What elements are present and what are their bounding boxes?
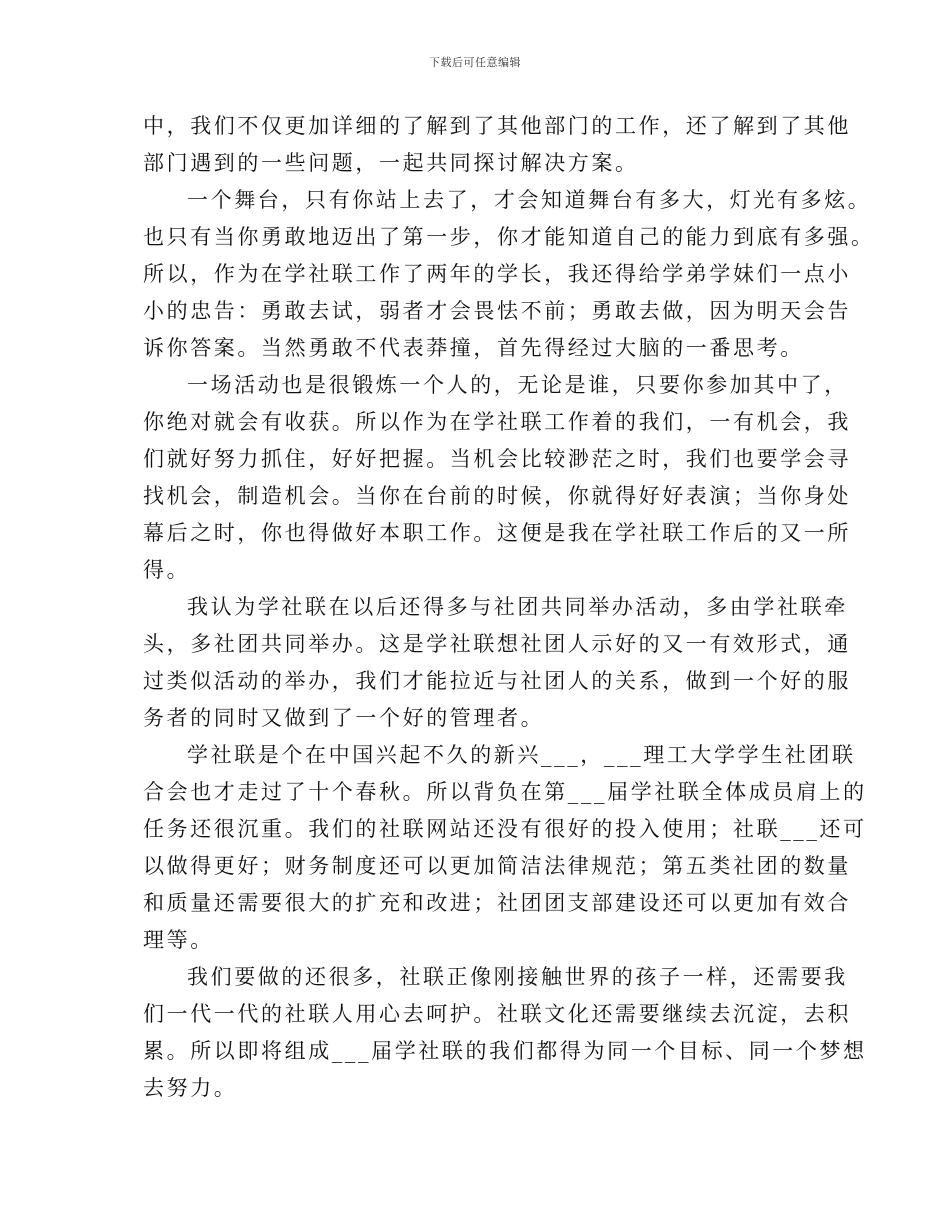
- document-body: [143, 108, 875, 1107]
- text-line: 得。: [143, 558, 191, 582]
- text-line: 中，我们不仅更加详细的了解到了其他部门的工作，还了解到了其他: [143, 114, 851, 138]
- text-line: 累。所以即将组成___届学社联的我们都得为同一个目标、同一个梦想: [143, 1039, 867, 1063]
- text-line: 和质量还需要很大的扩充和改进；社团团支部建设还可以更加有效合: [143, 891, 851, 915]
- text-line: 合会也才走过了十个春秋。所以背负在第___届学社联全体成员肩上的: [143, 780, 867, 804]
- text-line: 幕后之时，你也得做好本职工作。这便是我在学社联工作后的又一所: [143, 521, 851, 545]
- text-line: 理等。: [143, 928, 214, 952]
- paragraph-1: [143, 108, 851, 182]
- text-line: 一场活动也是很锻炼一个人的，无论是谁，只要你参加其中了，: [187, 373, 848, 397]
- text-line: 找机会，制造机会。当你在台前的时候，你就得好好表演；当你身处: [143, 484, 851, 508]
- text-line: 以做得更好；财务制度还可以更加简洁法律规范；第五类社团的数量: [143, 854, 851, 878]
- text-line: 你绝对就会有收获。所以作为在学社联工作着的我们，一有机会，我: [143, 410, 851, 434]
- text-line: 们一代一代的社联人用心去呵护。社联文化还需要继续去沉淀，去积: [143, 1002, 851, 1026]
- text-line: 去努力。: [143, 1076, 238, 1100]
- text-line: 诉你答案。当然勇敢不代表莽撞，首先得经过大脑的一番思考。: [143, 336, 804, 360]
- paragraph-5: [143, 737, 867, 959]
- text-line: 学社联是个在中国兴起不久的新兴___，___理工大学学生社团联: [187, 743, 856, 767]
- text-line: 们就好努力抓住，好好把握。当机会比较渺茫之时，我们也要学会寻: [143, 447, 851, 471]
- paragraph-2: [143, 182, 875, 367]
- text-line: 任务还很沉重。我们的社联网站还没有很好的投入使用；社联___还可: [143, 817, 867, 841]
- text-line: 小的忠告：勇敢去试，弱者才会畏怯不前；勇敢去做，因为明天会告: [143, 299, 851, 323]
- page-header: 下载后可任意编辑: [429, 56, 521, 69]
- paragraph-4: [143, 589, 851, 737]
- text-line: 也只有当你勇敢地迈出了第一步，你才能知道自己的能力到底有多强。: [143, 225, 875, 249]
- paragraph-6: [143, 959, 867, 1107]
- text-line: 头，多社团共同举办。这是学社联想社团人示好的又一有效形式，通: [143, 632, 851, 656]
- text-line: 我们要做的还很多，社联正像刚接触世界的孩子一样，还需要我: [187, 965, 848, 989]
- paragraph-3: [143, 367, 851, 589]
- text-line: 所以，作为在学社联工作了两年的学长，我还得给学弟学妹们一点小: [143, 262, 851, 286]
- text-line: 务者的同时又做到了一个好的管理者。: [143, 706, 545, 730]
- text-line: 部门遇到的一些问题，一起共同探讨解决方案。: [143, 151, 639, 175]
- text-line: 一个舞台，只有你站上去了，才会知道舞台有多大，灯光有多炫。: [187, 188, 872, 212]
- text-line: 我认为学社联在以后还得多与社团共同举办活动，多由学社联牵: [187, 595, 848, 619]
- text-line: 过类似活动的举办，我们才能拉近与社团人的关系，做到一个好的服: [143, 669, 851, 693]
